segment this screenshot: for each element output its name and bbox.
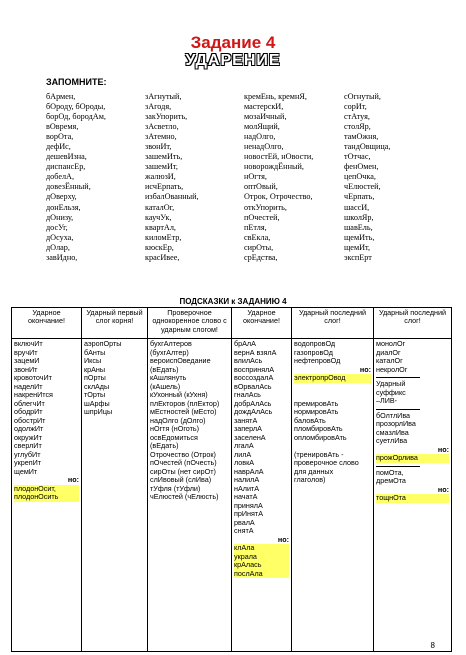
- header-cell: Ударное окончание!: [12, 308, 82, 339]
- hint-word: аэропОрты: [84, 339, 122, 348]
- divider-line: [376, 466, 420, 467]
- word-column-4: [344, 92, 390, 263]
- word-item: оптОвый,: [244, 182, 278, 192]
- hint-word: –ЛИВ-: [376, 396, 398, 405]
- hint-cell-4: [232, 339, 292, 652]
- hint-word: прИнятА: [234, 509, 264, 518]
- hint-word: (кАшель): [150, 381, 181, 391]
- word-item: зашемИть,: [145, 152, 183, 162]
- word-item: пОчестей,: [244, 212, 280, 222]
- exception-word: клАла: [234, 544, 289, 553]
- word-item: каучУк,: [145, 212, 172, 222]
- word-item: школЯр,: [344, 212, 374, 222]
- exception-word: украла: [234, 553, 289, 562]
- word-item: дефИс,: [46, 142, 71, 152]
- hint-word: наврАлА: [234, 466, 264, 476]
- hint-word: бОлтлИва: [376, 410, 411, 420]
- hint-word: ободрИт: [14, 407, 43, 416]
- hint-word: брАлА: [234, 339, 256, 348]
- page-title: Задание 4: [190, 33, 276, 52]
- header-cell: Ударный последний слог!: [374, 308, 452, 339]
- hint-word: накренИтся: [14, 390, 53, 399]
- hint-word: баловАть: [294, 415, 326, 425]
- hint-word: налилА: [234, 475, 260, 484]
- hint-word: наделИт: [14, 381, 43, 391]
- word-item: вОвремя,: [46, 122, 79, 132]
- word-item: красИвее,: [145, 252, 180, 262]
- hint-word: (вЕдать): [150, 364, 179, 374]
- word-item: надОлго,: [244, 132, 276, 142]
- word-item: зАгодя,: [145, 102, 172, 112]
- word-item: кремЕнь, кремнЯ,: [244, 92, 307, 101]
- word-item: борОд, бородАм,: [46, 112, 106, 122]
- hint-word: Иксы: [84, 356, 102, 365]
- hint-word: газопровОд: [294, 347, 333, 357]
- hint-word: нормировАть: [294, 407, 339, 416]
- word-item: фенОмен,: [344, 162, 379, 172]
- hint-word: пломбировАть: [294, 424, 343, 433]
- hint-word: водопровОд: [294, 339, 336, 348]
- hint-word: вероиспОведание: [150, 356, 211, 365]
- word-item: дешевИзна,: [46, 152, 87, 162]
- exception-note: но:: [437, 484, 449, 494]
- exception-note: но:: [437, 444, 449, 454]
- hint-word: (вЕдать): [150, 441, 179, 450]
- hints-table: [11, 307, 452, 652]
- word-item: шавЕль,: [344, 222, 373, 232]
- word-item: бОроду, бОроды,: [46, 102, 106, 112]
- divider-line: [376, 377, 420, 378]
- hint-word: заперлА: [234, 424, 262, 433]
- hint-word: углубИт: [14, 449, 41, 459]
- hint-word: укрепИт: [14, 458, 42, 467]
- hint-word: влилАсь: [234, 356, 263, 365]
- hint-word: Отрочество (Отрок): [150, 449, 216, 459]
- word-item: завИдно,: [46, 252, 78, 262]
- hint-word: кАшлянуть: [150, 373, 187, 382]
- hint-word: нефтепровОд: [294, 356, 341, 365]
- word-item: дОверху,: [46, 192, 77, 202]
- word-item: донЕльзя,: [46, 202, 81, 212]
- exception-word: послАла: [234, 570, 289, 579]
- word-item: зАгнутый,: [145, 92, 182, 101]
- word-item: дОсуха,: [46, 232, 74, 242]
- exception-word: плодонОсит,: [14, 485, 79, 494]
- word-item: сирОты,: [244, 242, 274, 252]
- word-item: новорождЁнный,: [244, 162, 304, 172]
- hint-word: добрАлАсь: [234, 398, 272, 408]
- divider-line: [376, 409, 420, 410]
- word-item: сОгнутый,: [344, 92, 381, 101]
- word-item: сорИт,: [344, 102, 367, 112]
- hint-word: тУфля (тУфли): [150, 483, 201, 493]
- word-item: зАтемно,: [145, 132, 177, 142]
- exception-word: прожОрлива: [376, 454, 449, 463]
- exception-word: электропрОвод: [294, 374, 371, 383]
- subtitle-wrap: [0, 52, 466, 70]
- word-item: кюскЕр,: [145, 242, 174, 252]
- hint-word: опломбировАть: [294, 432, 347, 442]
- exception-word: крАлась: [234, 561, 289, 570]
- hint-word: ловкА: [234, 458, 255, 467]
- hint-word: воспринялА: [234, 364, 275, 374]
- hint-word: для данных: [294, 466, 334, 476]
- word-item: экспЕрт: [344, 252, 372, 262]
- hint-word: вручИт: [14, 347, 38, 357]
- hint-word: занятА: [234, 415, 258, 425]
- hint-cell-1: [12, 339, 82, 652]
- word-column-1: [46, 92, 106, 263]
- word-item: пЕтля,: [244, 222, 267, 232]
- word-item: избалОванный,: [145, 192, 199, 202]
- word-item: щемИть,: [344, 232, 375, 242]
- hint-word: помОта,: [376, 467, 404, 477]
- header-cell: Ударный последний слог!: [292, 308, 374, 339]
- word-item: бАрмен,: [46, 92, 76, 101]
- hint-word: начатА: [234, 492, 258, 501]
- hint-word: каталОг: [376, 356, 403, 365]
- hint-word: бухгАлтеров: [150, 339, 192, 348]
- hint-word: бАнты: [84, 347, 106, 357]
- word-item: нОгтя,: [244, 172, 267, 182]
- word-item: откУпорить,: [244, 202, 287, 212]
- word-column-2: [145, 92, 199, 263]
- word-item: шассИ,: [344, 202, 370, 212]
- hint-word: проверочное слово: [294, 458, 359, 467]
- word-item: мастерскИ,: [244, 102, 284, 112]
- hint-word: одолжИт: [14, 424, 44, 433]
- hint-word: тОрты: [84, 390, 106, 399]
- word-item: молЯщий,: [244, 122, 280, 132]
- hint-word: суетлИва: [376, 436, 408, 445]
- remember-label: ЗАПОМНИТЕ:: [46, 77, 107, 87]
- word-item: дОнизу,: [46, 212, 74, 222]
- word-item: зашемИт,: [145, 162, 178, 172]
- hint-word: мЕстностей (мЕсто): [150, 407, 217, 416]
- hint-word: заселенА: [234, 432, 266, 442]
- hint-word: снятА: [234, 526, 254, 535]
- exception-note: но:: [359, 364, 371, 374]
- hint-word: дремОта: [376, 476, 406, 485]
- word-item: щемИт,: [344, 242, 371, 252]
- hint-word: премировАть: [294, 398, 339, 408]
- hint-word: диалОг: [376, 347, 401, 357]
- word-item: новостЕй, нОвости,: [244, 152, 314, 162]
- hint-word: чЕлюстей (чЕлюсть): [150, 492, 219, 501]
- word-item: дОлар,: [46, 242, 70, 252]
- hint-word: глаголов): [294, 475, 326, 484]
- word-item: ворОта,: [46, 132, 74, 142]
- hint-word: (бухгАлтер): [150, 347, 189, 357]
- hint-word: пОчестей (пОчесть): [150, 458, 217, 467]
- hint-word: шпрИцы: [84, 407, 113, 416]
- header-cell: Проверочное однокоренное слово с ударным слогом!: [148, 308, 232, 339]
- word-item: звонИт,: [145, 142, 172, 152]
- hint-word: Ударный: [376, 379, 406, 388]
- header-cell: Ударный первый слог корня!: [82, 308, 148, 339]
- hint-word: дождАлАсь: [234, 407, 273, 416]
- word-item: чЕрпать,: [344, 192, 375, 202]
- hint-word: нАлитА: [234, 483, 260, 493]
- hint-word: обострИт: [14, 415, 46, 425]
- hint-word: слИвовый (слИва): [150, 475, 212, 484]
- word-item: столЯр,: [344, 122, 371, 132]
- hint-word: вОрвалАсь: [234, 381, 272, 391]
- word-item: досУг,: [46, 222, 68, 232]
- hint-word: сирОты (нет сирОт): [150, 466, 216, 476]
- hint-word: монолОг: [376, 339, 406, 348]
- hint-word: суффикс: [376, 387, 406, 397]
- hint-cell-5: [292, 339, 374, 652]
- hint-word: сверлИт: [14, 441, 42, 450]
- word-item: Отрок, Отрочество,: [244, 192, 313, 202]
- hint-word: гналАсь: [234, 390, 261, 399]
- hint-word: прозорлИва: [376, 419, 416, 428]
- exception-note: но:: [277, 534, 289, 544]
- word-item: тандОвщица,: [344, 142, 391, 152]
- word-item: киломЕтр,: [145, 232, 182, 242]
- hints-body-row: [12, 339, 452, 652]
- exception-word: тощнОта: [376, 494, 449, 503]
- word-item: довезЁнный,: [46, 182, 91, 192]
- word-item: свЕкла,: [244, 232, 271, 242]
- word-item: тамОжня,: [344, 132, 379, 142]
- word-item: срЕдства,: [244, 252, 278, 262]
- word-item: исчЕрпать,: [145, 182, 184, 192]
- page-subtitle: УДАРЕНИЕ: [185, 52, 281, 69]
- word-item: зАсветло,: [145, 122, 179, 132]
- page-number: 8: [430, 641, 435, 650]
- word-item: жалюзИ,: [145, 172, 176, 182]
- hint-word: кУхонный (кУхня): [150, 390, 208, 399]
- word-item: ненадОлго,: [244, 142, 284, 152]
- spacer: [294, 383, 371, 392]
- hint-word: включИт: [14, 339, 43, 348]
- hint-word: (тренировАть -: [294, 449, 344, 459]
- hint-word: склАды: [84, 381, 110, 391]
- word-item: мозаИчный,: [244, 112, 287, 122]
- hint-word: облегчИт: [14, 398, 45, 408]
- hint-word: зацемИ: [14, 356, 40, 365]
- hint-word: лилА: [234, 449, 252, 459]
- hint-word: освЕдомиться: [150, 432, 198, 442]
- hint-cell-6: [374, 339, 452, 652]
- hint-word: звонИт: [14, 364, 38, 374]
- hint-word: смазлИва: [376, 427, 409, 437]
- word-item: добелА,: [46, 172, 74, 182]
- word-item: каталОг,: [145, 202, 175, 212]
- hint-cell-2: [82, 339, 148, 652]
- word-item: диспансЕр,: [46, 162, 86, 172]
- hint-word: окружИт: [14, 432, 42, 442]
- hint-word: вернА взялА: [234, 347, 277, 357]
- word-item: закУпорить,: [145, 112, 188, 122]
- word-item: квартАл,: [145, 222, 176, 232]
- word-item: тОтчас,: [344, 152, 371, 162]
- hint-word: принялА: [234, 500, 263, 510]
- header-cell: Ударное окончание!: [232, 308, 292, 339]
- hint-word: некролОг: [376, 364, 408, 374]
- hint-word: крАны: [84, 364, 106, 374]
- word-column-3: [244, 92, 313, 263]
- exception-note: но:: [67, 475, 79, 484]
- hint-cell-3: [148, 339, 232, 652]
- hint-word: нОгтя (нОготь): [150, 424, 200, 433]
- hint-word: щемИт: [14, 466, 38, 476]
- word-item: цепОчка,: [344, 172, 376, 182]
- hint-word: воссоздалА: [234, 373, 274, 382]
- exception-word: плодонОсить: [14, 493, 79, 502]
- hints-header-row: [12, 308, 452, 339]
- hint-word: надОлго (дОлго): [150, 415, 206, 425]
- hint-word: плЕкторов (плЕктор): [150, 398, 220, 408]
- hints-title: ПОДСКАЗКИ к ЗАДАНИЮ 4: [179, 297, 287, 306]
- hint-word: кровоточИт: [14, 373, 52, 382]
- word-item: стАтуя,: [344, 112, 370, 122]
- hint-word: пОрты: [84, 373, 106, 382]
- hint-word: рвалА: [234, 517, 255, 527]
- hint-word: лгалА: [234, 441, 254, 450]
- hint-word: шАрфы: [84, 398, 110, 408]
- word-item: чЕлюстей,: [344, 182, 381, 192]
